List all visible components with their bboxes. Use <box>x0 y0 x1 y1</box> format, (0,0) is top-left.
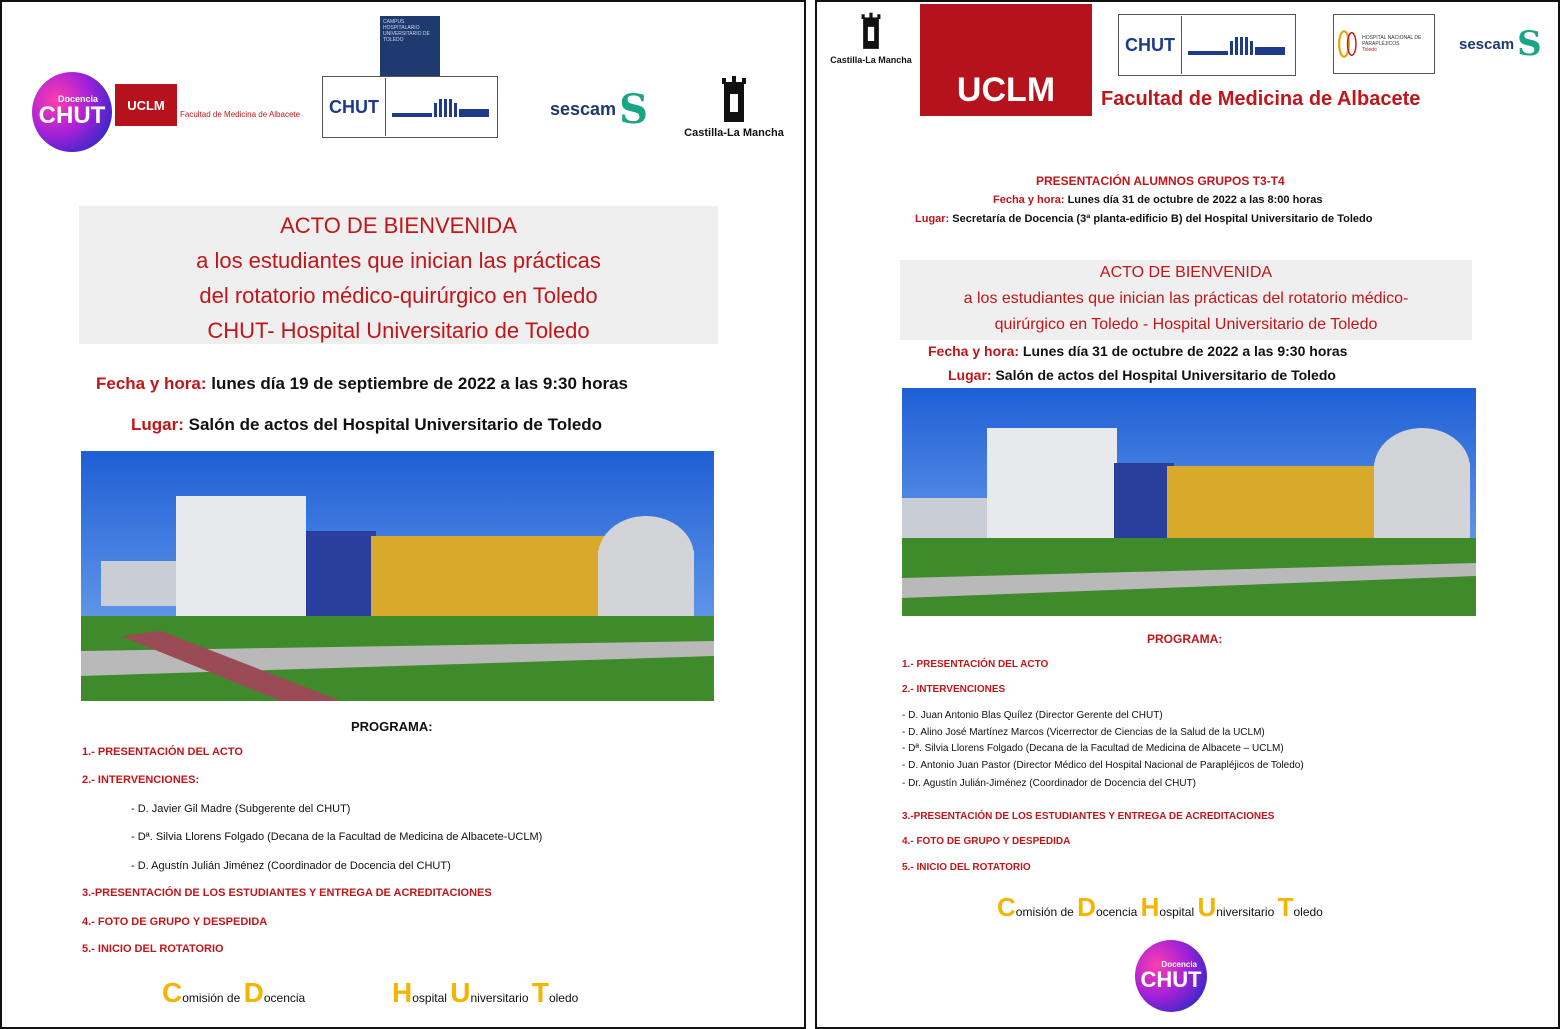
uclm-logo-right <box>920 4 1092 116</box>
chut-logo-right <box>1118 14 1296 76</box>
programa-item-2-right: 2.- INTERVENCIONES <box>902 684 1006 695</box>
datetime-label-right: Fecha y hora: <box>928 343 1020 359</box>
chut-bars-icon <box>392 97 489 117</box>
castilla-la-mancha-logo <box>682 74 786 139</box>
chut-docencia-logo <box>32 72 112 152</box>
paraplejicos-emblem-icon <box>1337 21 1358 67</box>
footer-cap-h: H <box>392 977 413 1008</box>
faculty-title-right: Facultad de Medicina de Albacete <box>1101 88 1421 110</box>
programa-item-3: 3.-PRESENTACIÓN DE LOS ESTUDIANTES Y ENTREGA DE ACREDITACIONES <box>82 887 492 899</box>
hospital-photo <box>81 451 714 701</box>
uclm-logo <box>115 84 177 126</box>
speaker-4-right: - D. Antonio Juan Pastor (Director Médico del Hospital Nacional de Parapléjicos de Toledo) <box>902 760 1304 771</box>
chut-logo-text: CHUT <box>329 96 379 117</box>
location-label: Lugar: <box>131 415 184 434</box>
banner-line-3: del rotatorio médico-quirúrgico en Toledo <box>199 283 598 308</box>
footer-rest-t: oledo <box>548 991 579 1005</box>
programa-item-2: 2.- INTERVENCIONES: <box>82 774 200 786</box>
location-value-right: Salón de actos del Hospital Universitario de Toledo <box>991 367 1336 383</box>
footer-rest-h: ospital <box>412 991 451 1005</box>
banner-line-3-right: quirúrgico en Toledo - Hospital Universitario de Toledo <box>994 316 1378 333</box>
event-datetime-right <box>928 343 1347 359</box>
footer-rest-u-right: niversitario <box>1216 905 1278 919</box>
paraplejicos-logo <box>1333 14 1435 74</box>
chut-bars-icon <box>1188 35 1285 55</box>
bubble-main-text: CHUT <box>38 102 106 129</box>
programa-heading-right: PROGRAMA: <box>1147 632 1223 646</box>
castle-icon <box>860 10 882 50</box>
uclm-logo-text: UCLM <box>127 97 165 113</box>
sescam-logo-text-right: sescam <box>1459 35 1515 53</box>
bubble-top-text-right: Docencia <box>1161 959 1197 969</box>
programa-item-5: 5.- INICIO DEL ROTATORIO <box>82 943 224 955</box>
bubble-main-text-right: CHUT <box>1140 966 1202 992</box>
datetime-value: lunes día 19 de septiembre de 2022 a las 9:30 horas <box>206 374 628 393</box>
footer-hospital <box>392 977 578 1009</box>
datetime-label: Fecha y hora: <box>96 374 207 393</box>
event-location-right <box>948 367 1336 383</box>
datetime-value-right: Lunes día 31 de octubre de 2022 a las 9:30 horas <box>1019 343 1348 359</box>
banner-line-2: a los estudiantes que inician las prácticas <box>196 248 601 273</box>
footer-cap-c-right: C <box>997 892 1016 922</box>
speaker-1: - D. Javier Gil Madre (Subgerente del CHUT) <box>131 803 351 815</box>
speaker-1-right: - D. Juan Antonio Blas Quílez (Director Gerente del CHUT) <box>902 710 1163 721</box>
chut-docencia-logo-right <box>1135 940 1207 1012</box>
castilla-la-mancha-logo-right <box>823 10 919 65</box>
programa-item-4: 4.- FOTO DE GRUPO Y DESPEDIDA <box>82 916 268 928</box>
footer-rest-d-right: ocencia <box>1095 905 1141 919</box>
campus-logo-text: CAMPUS HOSPITALARIO UNIVERSITARIO DE TOLEDO <box>383 19 430 43</box>
chut-logo-text-right: CHUT <box>1125 34 1175 55</box>
footer-rest-h-right: ospital <box>1159 905 1198 919</box>
speaker-5-right: - Dr. Agustín Julián-Jiménez (Coordinador de Docencia del CHUT) <box>902 778 1197 789</box>
sescam-logo-text: sescam <box>550 99 617 119</box>
banner-title: ACTO DE BIENVENIDA <box>280 213 517 238</box>
footer-cap-d: D <box>243 977 264 1008</box>
footer-cap-h-right: H <box>1140 892 1160 922</box>
banner-title-right: ACTO DE BIENVENIDA <box>1099 264 1273 281</box>
chut-logo <box>322 76 498 138</box>
location-label-right: Lugar: <box>948 367 992 383</box>
pres-location-value: Secretaría de Docencia (3ª planta-edificio B) del Hospital Universitario de Toledo <box>949 213 1373 225</box>
banner-line-2-right: a los estudiantes que inician las prácticas del rotatorio médico- <box>963 290 1409 307</box>
programa-item-3-right: 3.-PRESENTACIÓN DE LOS ESTUDIANTES Y ENTREGA DE ACREDITACIONES <box>902 811 1275 822</box>
footer-cap-u-right: U <box>1197 892 1217 922</box>
welcome-banner-right <box>900 260 1472 340</box>
event-location <box>131 415 602 435</box>
speaker-3-right: - Dª. Silvia Llorens Folgado (Decana de la Facultad de Medicina de Albacete – UCLM) <box>902 743 1284 754</box>
footer-cap-t: T <box>531 977 549 1008</box>
sescam-s-icon: S <box>1517 24 1542 64</box>
programa-item-4-right: 4.- FOTO DE GRUPO Y DESPEDIDA <box>902 836 1071 847</box>
programa-item-1-right: 1.- PRESENTACIÓN DEL ACTO <box>902 659 1049 670</box>
paraplejicos-label: HOSPITAL NACIONAL DE PARAPLÉJICOS <box>1362 35 1422 47</box>
uclm-logo-text-right: UCLM <box>956 71 1056 109</box>
programa-item-1: 1.- PRESENTACIÓN DEL ACTO <box>82 746 243 758</box>
sescam-s-icon: S <box>619 86 648 133</box>
footer-rest-c: omisión de <box>182 991 244 1005</box>
sescam-logo <box>550 86 648 133</box>
footer-rest-t-right: oledo <box>1293 905 1323 919</box>
footer-right <box>997 892 1323 923</box>
footer-rest-u: niversitario <box>470 991 532 1005</box>
footer-rest-d: ocencia <box>263 991 306 1005</box>
pres-datetime-label: Fecha y hora: <box>993 194 1065 206</box>
castilla-label: Castilla-La Mancha <box>684 127 784 139</box>
speaker-3: - D. Agustín Julián Jiménez (Coordinador de Docencia del CHUT) <box>131 860 451 872</box>
campus-hospitalario-logo <box>380 16 440 76</box>
footer-cap-u: U <box>450 977 471 1008</box>
banner-line-4: CHUT- Hospital Universitario de Toledo <box>207 318 590 343</box>
programa-item-5-right: 5.- INICIO DEL ROTATORIO <box>902 862 1031 873</box>
location-value: Salón de actos del Hospital Universitario de Toledo <box>183 415 603 434</box>
presentacion-title: PRESENTACIÓN ALUMNOS GRUPOS T3-T4 <box>1036 174 1285 188</box>
welcome-banner <box>79 206 718 344</box>
footer-rest-c-right: omisión de <box>1015 905 1078 919</box>
hospital-photo-right <box>902 388 1476 616</box>
programa-heading: PROGRAMA: <box>351 719 433 734</box>
event-datetime <box>96 374 628 394</box>
speaker-2-right: - D. Alino José Martínez Marcos (Vicerrector de Ciencias de la Salud de la UCLM) <box>902 727 1265 738</box>
pres-datetime-value: Lunes día 31 de octubre de 2022 a las 8:00 horas <box>1064 194 1323 206</box>
castle-icon <box>720 74 748 122</box>
pres-location-label: Lugar: <box>915 213 950 225</box>
uclm-faculty-label: Facultad de Medicina de Albacete <box>180 110 301 119</box>
bubble-top-text: Docencia <box>57 94 98 104</box>
footer-cap-t-right: T <box>1277 892 1294 922</box>
sescam-logo-right <box>1459 24 1542 64</box>
footer-cap-d-right: D <box>1077 892 1096 922</box>
presentacion-location <box>915 213 1372 225</box>
speaker-2: - Dª. Silvia Llorens Folgado (Decana de la Facultad de Medicina de Albacete-UCLM) <box>131 831 543 843</box>
presentacion-datetime <box>993 194 1323 206</box>
castilla-label-right: Castilla-La Mancha <box>830 55 912 65</box>
poster-right <box>815 0 1560 1029</box>
paraplejicos-sub: Toledo <box>1362 47 1377 53</box>
footer-cap-c: C <box>162 977 183 1008</box>
footer-comision <box>162 977 305 1009</box>
